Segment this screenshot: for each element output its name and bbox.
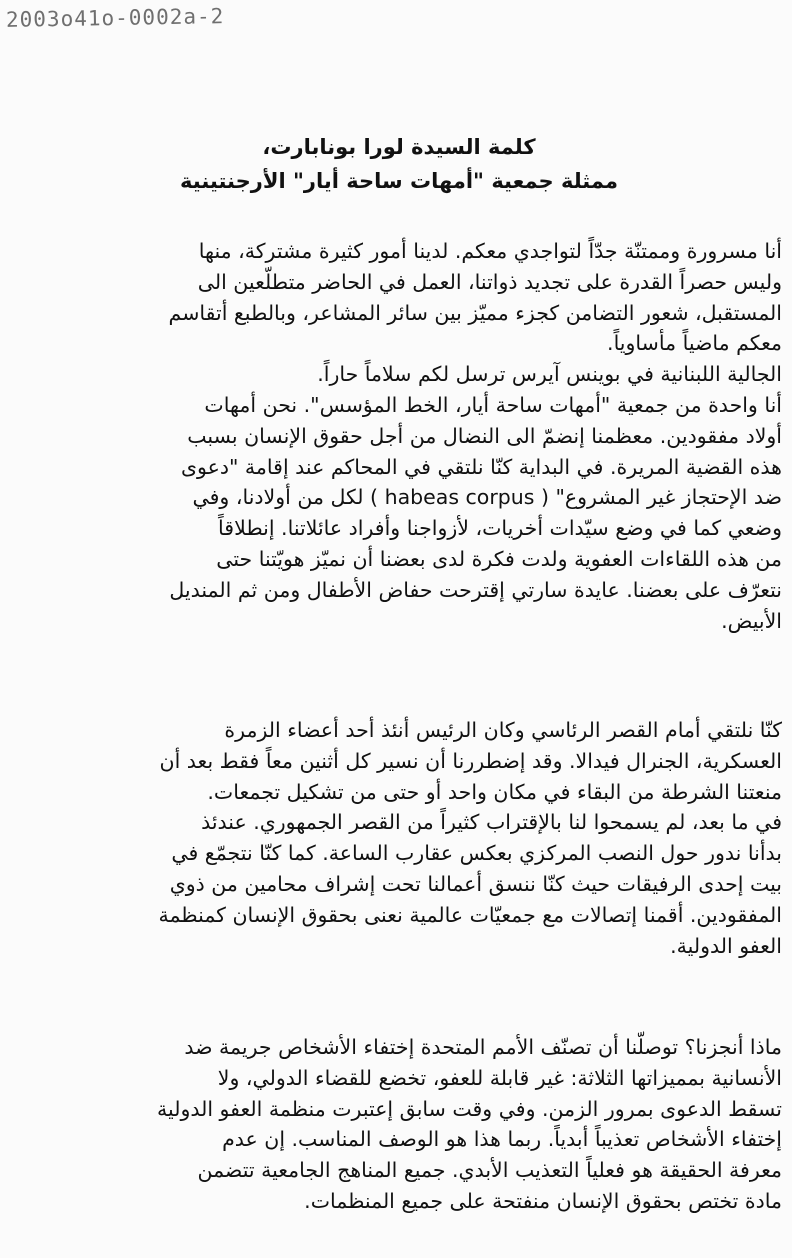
text-line: الأبيض. <box>721 608 782 633</box>
text-line: أنا واحدة من جمعية "أمهات ساحة أيار، الخط المؤسس". نحن أمهات <box>204 392 782 417</box>
text-line: معكم ماضياً مأساوياً. <box>607 331 782 356</box>
text-line: تسقط الدعوى بمرور الزمن. وفي وقت سابق إعتبرت منظمة العفو الدولية <box>157 1096 782 1121</box>
paragraph-2 <box>72 715 782 961</box>
text-line: العفو الدولية. <box>670 933 782 958</box>
text-line: بدأنا ندور حول النصب المركزي بعكس عقارب الساعة. كما كنّا نتجمّع في <box>171 841 782 866</box>
text-line: ضد الإحتجاز غير المشروع" ( habeas corpus ) لكل من أولادنا، وفي <box>192 485 782 510</box>
text-line: وضعي كما في وضع سيّدات أخريات، لأزواجنا وأفراد عائلاتنا. إنطلاقاً <box>218 516 782 541</box>
text-line: أنا مسرورة وممتنّة جدّاً لتواجدي معكم. لدينا أمور كثيرة مشتركة، منها <box>198 239 782 263</box>
text-line: المستقبل، شعور التضامن كجزء مميّز بين سائر المشاعر، وبالطبع أتقاسم <box>168 300 782 325</box>
text-line: كنّا نلتقي أمام القصر الرئاسي وكان الرئيس أنئذ أحد أعضاء الزمرة <box>224 718 782 742</box>
text-line: الأنسانية بمميزاتها الثلاثة: غير قابلة للعفو، تخضع للقضاء الدولي، ولا <box>217 1065 782 1090</box>
text-line: وليس حصراً القدرة على تجديد ذواتنا، العمل في الحاضر متطلّعين الى <box>197 269 782 294</box>
text-line: إختفاء الأشخاص تعذيباً أبدياً. ربما هذا هو الوصف المناسب. إن عدم <box>222 1127 782 1152</box>
text-line: ماذا أنجزنا؟ توصلّنا أن تصنّف الأمم المتحدة إختفاء الأشخاص جريمة ضد <box>184 1035 782 1059</box>
speech-subtitle: ممثلة جمعية "أمهات ساحة أيار" الأرجنتينية <box>180 169 618 193</box>
speech-title: كلمة السيدة لورا بونابارت، <box>262 135 536 159</box>
paragraph-1 <box>72 236 782 636</box>
paragraph-3 <box>72 1032 782 1217</box>
text-line: معرفة الحقيقة هو فعلياً التعذيب الأبدي. جميع المناهج الجامعية تتضمن <box>197 1158 782 1183</box>
text-line: منعتنا الشرطة من البقاء في مكان واحد أو حتى من تشكيل تجمعات. <box>207 779 782 804</box>
text-line: مادة تختص بحقوق الإنسان منفتحة على جميع المنظمات. <box>304 1188 782 1213</box>
text-line: من هذه اللقاءات العفوية ولدت فكرة لدى بعضنا أن نميّز هويّتنا حتى <box>216 546 782 571</box>
text-line: العسكرية، الجنرال فيدالا. وقد إضطررنا أن نسير كل أثنين معاً فقط بعد أن <box>159 748 782 773</box>
document-reference-code: 2003o41o-0002a-2 <box>5 4 225 32</box>
text-line: المفقودين. أقمنا إتصالات مع جمعيّات عالمية نعنى بحقوق الإنسان كمنظمة <box>158 902 782 927</box>
text-line: هذه القضية المريرة. في البداية كنّا نلتقي في المحاكم عند إقامة "دعوى <box>180 454 782 479</box>
text-line: في ما بعد، لم يسمحوا لنا بالإقتراب كثيراً من القصر الجمهوري. عندئذ <box>201 810 782 835</box>
text-line: أولاد مفقودين. معظمنا إنضمّ الى النضال من أجل حقوق الإنسان بسبب <box>187 423 782 448</box>
text-line: نتعرّف على بعضنا. عايدة سارتي إقترحت حفاض الأطفال ومن ثم المنديل <box>169 577 782 602</box>
text-line: بيت إحدى الرفيقات حيث كنّا ننسق أعمالنا تحت إشراف محامين من ذوي <box>169 871 782 896</box>
text-line: الجالية اللبنانية في بوينس آيرس ترسل لكم سلاماً حاراً. <box>317 362 782 387</box>
